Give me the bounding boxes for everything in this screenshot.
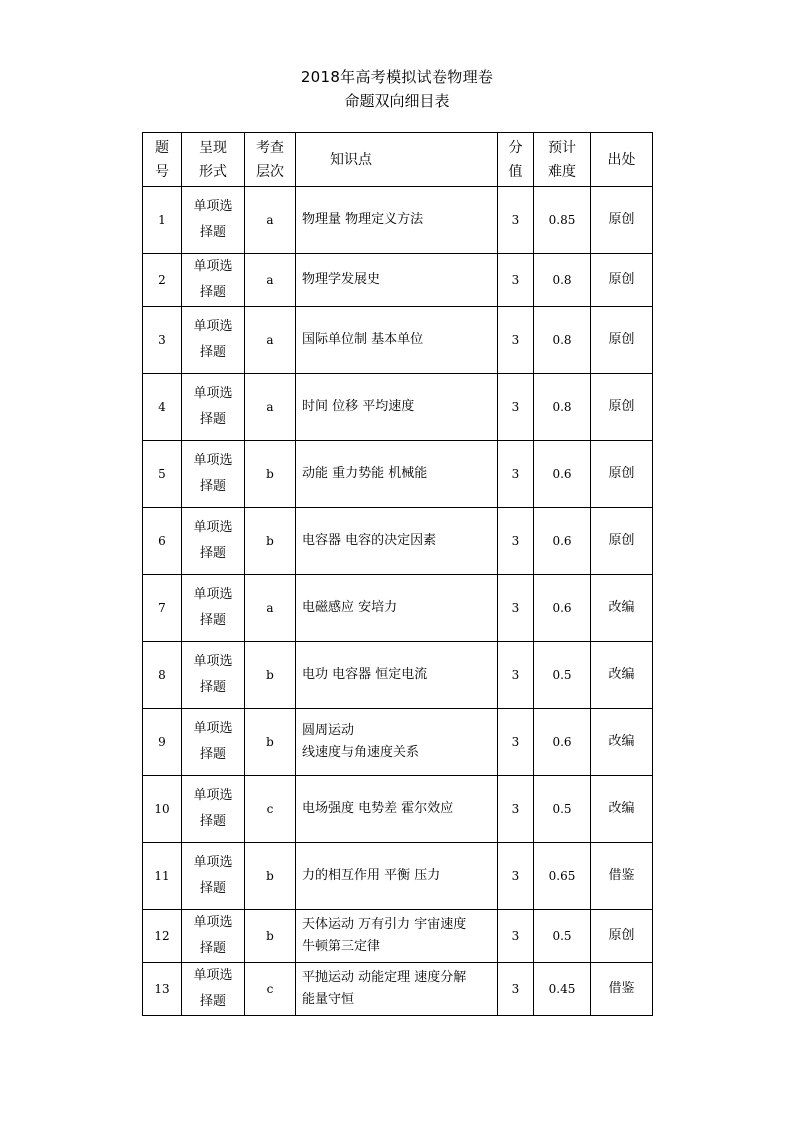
cognitive-level: b — [245, 508, 296, 575]
score-value: 3 — [498, 575, 534, 642]
expected-difficulty: 0.8 — [534, 374, 591, 441]
question-source: 改编 — [591, 709, 653, 776]
question-form: 单项选 择题 — [182, 709, 245, 776]
knowledge-points: 物理量 物理定义方法 — [296, 187, 498, 254]
score-value: 3 — [498, 843, 534, 910]
question-number: 7 — [143, 575, 182, 642]
score-value: 3 — [498, 374, 534, 441]
score-value: 3 — [498, 776, 534, 843]
knowledge-points: 动能 重力势能 机械能 — [296, 441, 498, 508]
expected-difficulty: 0.6 — [534, 575, 591, 642]
table-row — [143, 575, 653, 642]
specification-table — [142, 132, 653, 1016]
question-form: 单项选 择题 — [182, 642, 245, 709]
header-level: 考查 层次 — [245, 133, 296, 187]
question-number: 4 — [143, 374, 182, 441]
cognitive-level: c — [245, 776, 296, 843]
question-number: 9 — [143, 709, 182, 776]
question-form: 单项选 择题 — [182, 776, 245, 843]
cognitive-level: b — [245, 642, 296, 709]
question-number: 11 — [143, 843, 182, 910]
table-row — [143, 843, 653, 910]
expected-difficulty: 0.65 — [534, 843, 591, 910]
knowledge-points: 电容器 电容的决定因素 — [296, 508, 498, 575]
question-source: 改编 — [591, 575, 653, 642]
expected-difficulty: 0.5 — [534, 776, 591, 843]
question-form: 单项选 择题 — [182, 441, 245, 508]
question-source: 借鉴 — [591, 963, 653, 1016]
table-row — [143, 441, 653, 508]
question-source: 原创 — [591, 508, 653, 575]
cognitive-level: a — [245, 307, 296, 374]
knowledge-points: 电功 电容器 恒定电流 — [296, 642, 498, 709]
header-source: 出处 — [591, 133, 653, 187]
header-difficulty: 预计 难度 — [534, 133, 591, 187]
question-form: 单项选 择题 — [182, 254, 245, 307]
knowledge-points: 电磁感应 安培力 — [296, 575, 498, 642]
question-source: 原创 — [591, 307, 653, 374]
table-header-row — [143, 133, 653, 187]
document-subtitle: 命题双向细目表 — [344, 92, 450, 110]
knowledge-points: 天体运动 万有引力 宇宙速度 牛顿第三定律 — [296, 910, 498, 963]
question-source: 改编 — [591, 642, 653, 709]
question-source: 原创 — [591, 374, 653, 441]
expected-difficulty: 0.8 — [534, 254, 591, 307]
table-row — [143, 307, 653, 374]
knowledge-points: 国际单位制 基本单位 — [296, 307, 498, 374]
question-form: 单项选 择题 — [182, 843, 245, 910]
header-no: 题 号 — [143, 133, 182, 187]
question-number: 1 — [143, 187, 182, 254]
question-number: 10 — [143, 776, 182, 843]
cognitive-level: a — [245, 187, 296, 254]
header-knowledge: 知识点 — [296, 133, 498, 187]
score-value: 3 — [498, 508, 534, 575]
expected-difficulty: 0.85 — [534, 187, 591, 254]
expected-difficulty: 0.6 — [534, 508, 591, 575]
document-title: 2018年高考模拟试卷物理卷 — [300, 68, 494, 86]
table-row — [143, 963, 653, 1016]
question-number: 3 — [143, 307, 182, 374]
question-source: 原创 — [591, 187, 653, 254]
header-form: 呈现 形式 — [182, 133, 245, 187]
question-number: 13 — [143, 963, 182, 1016]
expected-difficulty: 0.8 — [534, 307, 591, 374]
question-number: 5 — [143, 441, 182, 508]
cognitive-level: c — [245, 963, 296, 1016]
question-source: 原创 — [591, 910, 653, 963]
knowledge-points: 圆周运动 线速度与角速度关系 — [296, 709, 498, 776]
expected-difficulty: 0.5 — [534, 642, 591, 709]
question-form: 单项选 择题 — [182, 307, 245, 374]
question-number: 12 — [143, 910, 182, 963]
question-source: 改编 — [591, 776, 653, 843]
score-value: 3 — [498, 963, 534, 1016]
table-row — [143, 508, 653, 575]
cognitive-level: b — [245, 843, 296, 910]
question-form: 单项选 择题 — [182, 963, 245, 1016]
expected-difficulty: 0.6 — [534, 441, 591, 508]
score-value: 3 — [498, 441, 534, 508]
score-value: 3 — [498, 709, 534, 776]
expected-difficulty: 0.45 — [534, 963, 591, 1016]
cognitive-level: a — [245, 254, 296, 307]
cognitive-level: b — [245, 441, 296, 508]
cognitive-level: b — [245, 709, 296, 776]
table-row — [143, 642, 653, 709]
question-form: 单项选 择题 — [182, 187, 245, 254]
table-row — [143, 187, 653, 254]
score-value: 3 — [498, 910, 534, 963]
score-value: 3 — [498, 307, 534, 374]
score-value: 3 — [498, 254, 534, 307]
question-source: 原创 — [591, 254, 653, 307]
question-number: 6 — [143, 508, 182, 575]
knowledge-points: 力的相互作用 平衡 压力 — [296, 843, 498, 910]
cognitive-level: a — [245, 374, 296, 441]
knowledge-points: 物理学发展史 — [296, 254, 498, 307]
header-score: 分 值 — [498, 133, 534, 187]
cognitive-level: a — [245, 575, 296, 642]
score-value: 3 — [498, 642, 534, 709]
knowledge-points: 电场强度 电势差 霍尔效应 — [296, 776, 498, 843]
question-form: 单项选 择题 — [182, 508, 245, 575]
knowledge-points: 平抛运动 动能定理 速度分解 能量守恒 — [296, 963, 498, 1016]
question-form: 单项选 择题 — [182, 374, 245, 441]
question-number: 8 — [143, 642, 182, 709]
question-number: 2 — [143, 254, 182, 307]
knowledge-points: 时间 位移 平均速度 — [296, 374, 498, 441]
table-row — [143, 374, 653, 441]
score-value: 3 — [498, 187, 534, 254]
table-row — [143, 709, 653, 776]
question-form: 单项选 择题 — [182, 575, 245, 642]
table-row — [143, 254, 653, 307]
table-row — [143, 910, 653, 963]
expected-difficulty: 0.6 — [534, 709, 591, 776]
question-source: 借鉴 — [591, 843, 653, 910]
question-form: 单项选 择题 — [182, 910, 245, 963]
expected-difficulty: 0.5 — [534, 910, 591, 963]
question-source: 原创 — [591, 441, 653, 508]
table-row — [143, 776, 653, 843]
cognitive-level: b — [245, 910, 296, 963]
